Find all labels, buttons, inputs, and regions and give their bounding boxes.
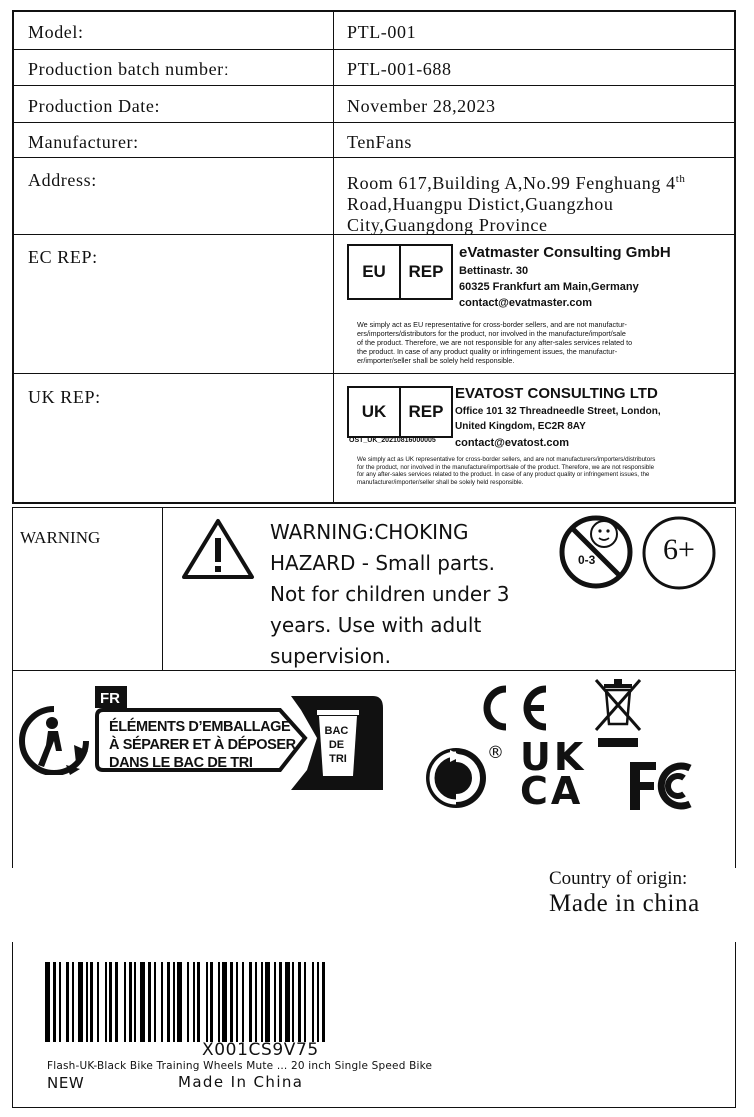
registered-mark: ® <box>487 743 504 763</box>
address-sup: th <box>675 173 686 185</box>
warning-text: WARNING:CHOKING HAZARD - Small parts. Not for children under 3 years. Use with adult supervision. <box>270 520 510 668</box>
address-value <box>347 169 739 236</box>
barcode-bar <box>90 962 93 1042</box>
ce-mark-icon <box>474 683 554 733</box>
uk-rep-street: Office 101 32 Threadneedle Street, London, <box>455 406 661 417</box>
eu-rep-box <box>347 244 453 300</box>
barcode-bar <box>279 962 282 1042</box>
uk-rep-box-left: UK <box>361 402 387 421</box>
triman-icon <box>18 705 90 775</box>
ec-rep-contact: contact@evatmaster.com <box>459 297 593 309</box>
address-label: Address: <box>28 170 97 190</box>
barcode-bar <box>265 962 270 1042</box>
barcode-bar <box>242 962 244 1042</box>
uk-rep-city: United Kingdom, EC2R 8AY <box>455 421 586 432</box>
manufacturer-value: TenFans <box>347 132 412 152</box>
uk-rep-disclaimer: We simply act as UK representative for cross-border sellers, and are not manufacturers/importers/distributors for the product, nor involved in the manufacture/import/sale of the product. Therefore, we are not responsible for any after-sales services related to the product. In case of any product quality or infringement issues, the manufacturer/importer/seller shall be solely held responsible. <box>357 456 656 486</box>
uk-rep-reg-code: OST_UK_20210816000005 <box>349 437 436 444</box>
barcode-bar <box>161 962 163 1042</box>
barcode-bar <box>236 962 238 1042</box>
svg-text:FR: FR <box>100 690 120 707</box>
origin-value: Made in china <box>549 890 700 917</box>
barcode-bar <box>129 962 132 1042</box>
barcode-bar <box>140 962 145 1042</box>
barcode-bar <box>304 962 306 1042</box>
uk-rep-box-right: REP <box>399 388 451 436</box>
model-label: Model: <box>28 22 84 42</box>
uk-rep-company: EVATOST CONSULTING LTD <box>455 385 658 402</box>
barcode-bar <box>317 962 319 1042</box>
production-date-label: Production Date: <box>28 96 161 116</box>
barcode-bar <box>285 962 290 1042</box>
svg-text:0-3: 0-3 <box>578 553 596 567</box>
barcode-bar <box>86 962 88 1042</box>
barcode-bar <box>167 962 170 1042</box>
made-in-text: Made In China <box>178 1073 304 1091</box>
warning-triangle-icon <box>181 518 255 580</box>
barcode-bar <box>187 962 189 1042</box>
barcode-bar <box>222 962 227 1042</box>
barcode-bar <box>148 962 151 1042</box>
barcode-bar <box>97 962 99 1042</box>
warning-label: WARNING <box>20 528 101 547</box>
barcode-bar <box>72 962 74 1042</box>
svg-text:BAC DE TRI: BAC DE TRI <box>324 725 349 765</box>
uk-rep-contact: contact@evatost.com <box>455 437 570 449</box>
barcode-bar <box>230 962 233 1042</box>
manufacturer-label: Manufacturer: <box>28 132 139 152</box>
barcode-bar <box>206 962 208 1042</box>
barcode-bar <box>115 962 118 1042</box>
barcode-bar <box>312 962 314 1042</box>
ec-rep-street: Bettinastr. 30 <box>459 265 529 277</box>
barcode-bar <box>274 962 276 1042</box>
address-line1: Room 617,Building A,No.99 Fenghuang 4 <box>347 173 676 193</box>
barcode-bar <box>59 962 61 1042</box>
barcode-bar <box>53 962 56 1042</box>
ec-rep-company: eVatmaster Consulting GmbH <box>459 244 671 261</box>
uk-rep-box <box>347 386 453 438</box>
barcode-bar <box>292 962 294 1042</box>
barcode <box>45 962 495 1042</box>
age-badge-text: 6+ <box>663 533 695 566</box>
barcode-bar <box>105 962 107 1042</box>
barcode-bar <box>78 962 83 1042</box>
svg-text:ÉLÉMENTS D’EMBALLAGE À SÉP: ÉLÉMENTS D’EMBALLAGE À SÉPARER ET À DÉPOSER DANS LE BAC DE TRI <box>109 719 296 771</box>
barcode-bar <box>197 962 200 1042</box>
fcc-mark-icon <box>626 758 700 814</box>
barcode-bar <box>173 962 175 1042</box>
address-line3: City,Guangdong Province <box>347 215 548 235</box>
address-line2: Road,Huangpu Distict,Guangzhou <box>347 194 614 214</box>
barcode-bar <box>322 962 325 1042</box>
eu-rep-box-right: REP <box>399 246 451 298</box>
barcode-bar <box>249 962 252 1042</box>
ec-rep-disclaimer: We simply act as EU representative for cross-border sellers, and are not manufactur- ers/importers/distributors for the product, nor involved in the manufacture/import/sale of the product. Therefore, we are not responsible for any after-sales services related to the product. In case of any product quality or infringement issues, the manufactur- er/importer/seller shall be solely held responsible. <box>357 320 633 365</box>
barcode-bar <box>255 962 257 1042</box>
barcode-bar <box>261 962 263 1042</box>
batch-label: Production batch numberː <box>28 59 230 79</box>
barcode-bar <box>154 962 156 1042</box>
no-under-3-icon <box>556 512 636 592</box>
weee-bin-icon <box>592 676 644 748</box>
fr-sorting-panel <box>95 686 385 792</box>
green-dot-icon <box>422 744 490 812</box>
barcode-bar <box>45 962 50 1042</box>
product-title: Flash-UK-Black Bike Training Wheels Mute ... 20 inch Single Speed Bike <box>47 1060 433 1072</box>
barcode-bar <box>218 962 220 1042</box>
barcode-code: X001CS9V75 <box>202 1040 319 1060</box>
condition-text: NEW <box>47 1074 85 1092</box>
eu-rep-box-left: EU <box>362 262 386 281</box>
barcode-bar <box>124 962 126 1042</box>
barcode-bar <box>177 962 182 1042</box>
uk-rep-label: UK REP: <box>28 387 101 407</box>
ec-rep-label: EC REP: <box>28 247 98 267</box>
barcode-bar <box>109 962 112 1042</box>
barcode-bar <box>193 962 195 1042</box>
barcode-bar <box>66 962 69 1042</box>
origin-label: Country of origin: <box>549 868 688 889</box>
model-value: PTL-001 <box>347 22 417 42</box>
barcode-bar <box>210 962 213 1042</box>
batch-value: PTL-001-688 <box>347 59 452 79</box>
ec-rep-city: 60325 Frankfurt am Main,Germany <box>459 281 639 293</box>
barcode-bar <box>298 962 301 1042</box>
production-date-value: November 28,2023 <box>347 96 496 116</box>
ukca-bottom: CA <box>520 769 584 813</box>
ukca-top: UK <box>520 735 587 779</box>
barcode-bar <box>134 962 136 1042</box>
ukca-mark <box>520 735 587 813</box>
